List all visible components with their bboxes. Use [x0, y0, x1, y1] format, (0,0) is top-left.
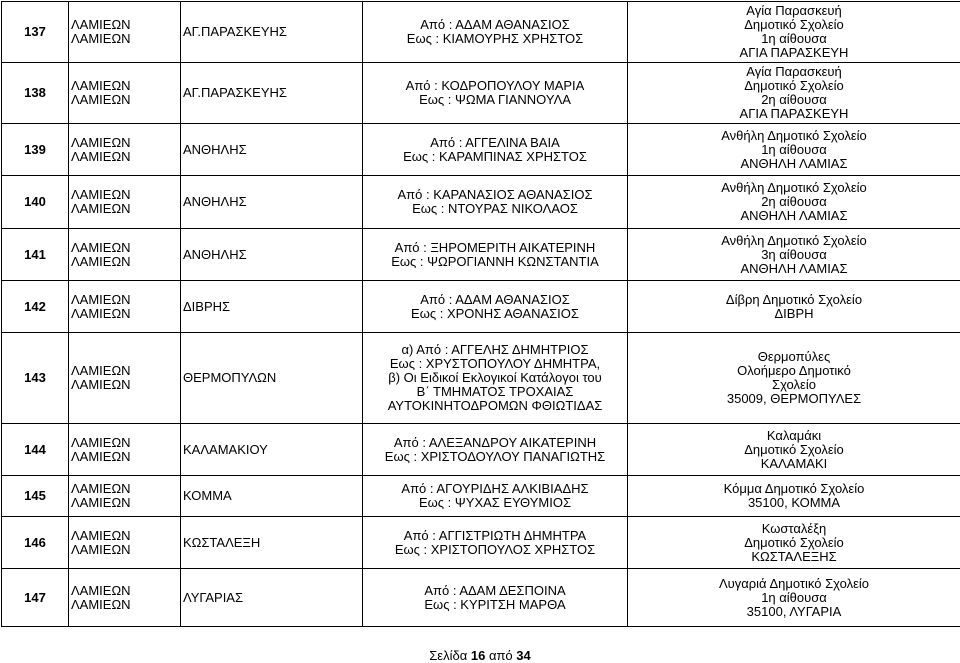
department-cell	[69, 517, 181, 569]
municipality-cell: ΚΑΛΑΜΑΚΙΟΥ	[181, 424, 363, 476]
table-row	[2, 176, 960, 229]
location-cell-line: 1η αίθουσα	[630, 591, 958, 605]
voter-range-cell-line: Από : ΑΛΕΞΑΝΔΡΟΥ ΑΙΚΑΤΕΡΙΝΗ	[365, 436, 625, 450]
location-cell-line: ΑΝΘΗΛΗ ΛΑΜΙΑΣ	[630, 262, 958, 276]
table-row	[2, 281, 960, 333]
department-cell-line: ΛΑΜΙΕΩΝ	[71, 482, 178, 496]
station-number: 138	[2, 63, 69, 124]
voter-range-cell	[363, 176, 628, 229]
location-cell	[628, 333, 960, 424]
voter-range-cell-line: Από : ΑΔΑΜ ΑΘΑΝΑΣΙΟΣ	[365, 293, 625, 307]
department-cell-line: ΛΑΜΙΕΩΝ	[71, 79, 178, 93]
location-cell	[628, 124, 960, 176]
municipality-cell: ΑΝΘΗΛΗΣ	[181, 124, 363, 176]
location-cell-line: ΑΓΙΑ ΠΑΡΑΣΚΕΥΗ	[630, 107, 958, 121]
voter-range-cell-line: Εως : ΚΑΡΑΜΠΙΝΑΣ ΧΡΗΣΤΟΣ	[365, 150, 625, 164]
voter-range-cell-line: Εως : ΚΙΑΜΟΥΡΗΣ ΧΡΗΣΤΟΣ	[365, 32, 625, 46]
voter-range-cell-line: Εως : ΨΩΜΑ ΓΙΑΝΝΟΥΛΑ	[365, 93, 625, 107]
location-cell-line: Αγία Παρασκευή	[630, 65, 958, 79]
department-cell-line: ΛΑΜΙΕΩΝ	[71, 18, 178, 32]
location-cell	[628, 424, 960, 476]
station-number: 146	[2, 517, 69, 569]
voter-range-cell-line: Εως : ΨΩΡΟΓΙΑΝΝΗ ΚΩΝΣΤΑΝΤΙΑ	[365, 255, 625, 269]
department-cell	[69, 424, 181, 476]
voter-range-cell-line: Από : ΑΓΓΕΛΙΝΑ ΒΑΙΑ	[365, 136, 625, 150]
department-cell	[69, 476, 181, 517]
location-cell-line: Δημοτικό Σχολείο	[630, 443, 958, 457]
table-row	[2, 333, 960, 424]
location-cell	[628, 176, 960, 229]
department-cell-line: ΛΑΜΙΕΩΝ	[71, 543, 178, 557]
voter-range-cell-line: Από : ΑΔΑΜ ΔΕΣΠΟΙΝΑ	[365, 584, 625, 598]
municipality-cell: ΚΟΜΜΑ	[181, 476, 363, 517]
footer-prefix: Σελίδα	[429, 648, 467, 663]
voter-range-cell	[363, 281, 628, 333]
station-number: 142	[2, 281, 69, 333]
voter-range-cell	[363, 476, 628, 517]
municipality-cell: ΑΝΘΗΛΗΣ	[181, 229, 363, 281]
table-body	[2, 2, 960, 627]
voter-range-cell-line: Από : ΑΓΟΥΡΙΔΗΣ ΑΛΚΙΒΙΑΔΗΣ	[365, 482, 625, 496]
location-cell	[628, 229, 960, 281]
municipality-cell: ΛΥΓΑΡΙΑΣ	[181, 569, 363, 627]
table-row	[2, 517, 960, 569]
footer-page-number: 16	[471, 648, 485, 663]
location-cell	[628, 281, 960, 333]
department-cell-line: ΛΑΜΙΕΩΝ	[71, 293, 178, 307]
department-cell	[69, 124, 181, 176]
location-cell-line: ΑΝΘΗΛΗ ΛΑΜΙΑΣ	[630, 209, 958, 223]
municipality-cell: ΚΩΣΤΑΛΕΞΗ	[181, 517, 363, 569]
voter-range-cell-line: Από : ΑΓΓΙΣΤΡΙΩΤΗ ΔΗΜΗΤΡΑ	[365, 529, 625, 543]
department-cell	[69, 333, 181, 424]
table-row	[2, 424, 960, 476]
location-cell-line: Καλαμάκι	[630, 429, 958, 443]
voter-range-cell	[363, 517, 628, 569]
voter-range-cell	[363, 333, 628, 424]
station-number: 143	[2, 333, 69, 424]
department-cell-line: ΛΑΜΙΕΩΝ	[71, 496, 178, 510]
department-cell	[69, 63, 181, 124]
voter-range-cell-line: β) Οι Ειδικοί Εκλογικοί Κατάλογοι του	[365, 371, 625, 385]
station-number: 140	[2, 176, 69, 229]
location-cell-line: Κωσταλέξη	[630, 522, 958, 536]
location-cell-line: 1η αίθουσα	[630, 143, 958, 157]
voter-range-cell-line: Εως : ΝΤΟΥΡΑΣ ΝΙΚΟΛΑΟΣ	[365, 202, 625, 216]
location-cell-line: Δημοτικό Σχολείο	[630, 79, 958, 93]
location-cell	[628, 517, 960, 569]
station-number: 144	[2, 424, 69, 476]
department-cell-line: ΛΑΜΙΕΩΝ	[71, 584, 178, 598]
municipality-cell: ΑΓ.ΠΑΡΑΣΚΕΥΗΣ	[181, 63, 363, 124]
department-cell-line: ΛΑΜΙΕΩΝ	[71, 136, 178, 150]
location-cell-line: 2η αίθουσα	[630, 93, 958, 107]
footer-total-pages: 34	[516, 648, 530, 663]
voter-range-cell-line: Από : ΞΗΡΟΜΕΡΙΤΗ ΑΙΚΑΤΕΡΙΝΗ	[365, 241, 625, 255]
department-cell	[69, 2, 181, 63]
location-cell-line: Λυγαριά Δημοτικό Σχολείο	[630, 577, 958, 591]
location-cell-line: Θερμοπύλες	[630, 350, 958, 364]
department-cell-line: ΛΑΜΙΕΩΝ	[71, 188, 178, 202]
table-row	[2, 63, 960, 124]
voter-range-cell-line: Εως : ΨΥΧΑΣ ΕΥΘΥΜΙΟΣ	[365, 496, 625, 510]
location-cell-line: Κόμμα Δημοτικό Σχολείο	[630, 482, 958, 496]
station-number: 141	[2, 229, 69, 281]
municipality-cell: ΘΕΡΜΟΠΥΛΩΝ	[181, 333, 363, 424]
voter-range-cell-line: Από : ΚΑΡΑΝΑΣΙΟΣ ΑΘΑΝΑΣΙΟΣ	[365, 188, 625, 202]
department-cell	[69, 176, 181, 229]
department-cell	[69, 569, 181, 627]
table-row	[2, 2, 960, 63]
department-cell-line: ΛΑΜΙΕΩΝ	[71, 32, 178, 46]
location-cell-line: 35009, ΘΕΡΜΟΠΥΛΕΣ	[630, 392, 958, 406]
voter-range-cell	[363, 424, 628, 476]
voter-range-cell-line: Εως : ΧΡΟΝΗΣ ΑΘΑΝΑΣΙΟΣ	[365, 307, 625, 321]
location-cell-line: Αγία Παρασκευή	[630, 4, 958, 18]
table-row	[2, 229, 960, 281]
station-number: 145	[2, 476, 69, 517]
location-cell-line: 35100, ΚΟΜΜΑ	[630, 496, 958, 510]
station-number: 137	[2, 2, 69, 63]
location-cell-line: 1η αίθουσα	[630, 32, 958, 46]
department-cell-line: ΛΑΜΙΕΩΝ	[71, 202, 178, 216]
location-cell-line: Δίβρη Δημοτικό Σχολείο	[630, 293, 958, 307]
location-cell-line: Δημοτικό Σχολείο	[630, 536, 958, 550]
department-cell-line: ΛΑΜΙΕΩΝ	[71, 598, 178, 612]
department-cell	[69, 281, 181, 333]
location-cell-line: 2η αίθουσα	[630, 195, 958, 209]
department-cell-line: ΛΑΜΙΕΩΝ	[71, 378, 178, 392]
location-cell	[628, 63, 960, 124]
voter-range-cell-line: Εως : ΚΥΡΙΤΣΗ ΜΑΡΘΑ	[365, 598, 625, 612]
location-cell-line: Ανθήλη Δημοτικό Σχολείο	[630, 181, 958, 195]
location-cell	[628, 2, 960, 63]
department-cell-line: ΛΑΜΙΕΩΝ	[71, 241, 178, 255]
municipality-cell: ΔΙΒΡΗΣ	[181, 281, 363, 333]
department-cell-line: ΛΑΜΙΕΩΝ	[71, 93, 178, 107]
table-row	[2, 569, 960, 627]
location-cell-line: Ανθήλη Δημοτικό Σχολείο	[630, 234, 958, 248]
voter-range-cell-line: Εως : ΧΡΙΣΤΟΠΟΥΛΟΣ ΧΡΗΣΤΟΣ	[365, 543, 625, 557]
footer-middle: από	[489, 648, 513, 663]
department-cell-line: ΛΑΜΙΕΩΝ	[71, 255, 178, 269]
municipality-cell: ΑΝΘΗΛΗΣ	[181, 176, 363, 229]
location-cell-line: Ολοήμερο Δημοτικό	[630, 364, 958, 378]
location-cell-line: 35100, ΛΥΓΑΡΙΑ	[630, 605, 958, 619]
table-row	[2, 476, 960, 517]
voter-range-cell	[363, 229, 628, 281]
voter-range-cell-line: Εως : ΧΡΙΣΤΟΔΟΥΛΟΥ ΠΑΝΑΓΙΩΤΗΣ	[365, 450, 625, 464]
voter-range-cell-line: α) Από : ΑΓΓΕΛΗΣ ΔΗΜΗΤΡΙΟΣ	[365, 343, 625, 357]
location-cell-line: ΑΓΙΑ ΠΑΡΑΣΚΕΥΗ	[630, 46, 958, 60]
location-cell-line: Δημοτικό Σχολείο	[630, 18, 958, 32]
department-cell-line: ΛΑΜΙΕΩΝ	[71, 150, 178, 164]
location-cell	[628, 476, 960, 517]
page-footer	[0, 648, 960, 663]
voter-range-cell	[363, 124, 628, 176]
voter-range-cell	[363, 2, 628, 63]
location-cell-line: ΚΩΣΤΑΛΕΞΗΣ	[630, 550, 958, 564]
voter-range-cell-line: Β΄ ΤΜΗΜΑΤΟΣ ΤΡΟΧΑΙΑΣ	[365, 385, 625, 399]
location-cell-line: ΔΙΒΡΗ	[630, 307, 958, 321]
table-row	[2, 124, 960, 176]
department-cell-line: ΛΑΜΙΕΩΝ	[71, 450, 178, 464]
department-cell-line: ΛΑΜΙΕΩΝ	[71, 364, 178, 378]
location-cell-line: Ανθήλη Δημοτικό Σχολείο	[630, 129, 958, 143]
department-cell-line: ΛΑΜΙΕΩΝ	[71, 436, 178, 450]
department-cell-line: ΛΑΜΙΕΩΝ	[71, 529, 178, 543]
department-cell-line: ΛΑΜΙΕΩΝ	[71, 307, 178, 321]
location-cell-line: ΚΑΛΑΜΑΚΙ	[630, 457, 958, 471]
voter-range-cell-line: Από : ΑΔΑΜ ΑΘΑΝΑΣΙΟΣ	[365, 18, 625, 32]
station-number: 147	[2, 569, 69, 627]
voter-range-cell-line: ΑΥΤΟΚΙΝΗΤΟΔΡΟΜΩΝ ΦΘΙΩΤΙΔΑΣ	[365, 399, 625, 413]
station-number: 139	[2, 124, 69, 176]
polling-stations-table	[1, 1, 960, 627]
location-cell-line: 3η αίθουσα	[630, 248, 958, 262]
municipality-cell: ΑΓ.ΠΑΡΑΣΚΕΥΗΣ	[181, 2, 363, 63]
voter-range-cell	[363, 63, 628, 124]
department-cell	[69, 229, 181, 281]
voter-range-cell-line: Από : ΚΟΔΡΟΠΟΥΛΟΥ ΜΑΡΙΑ	[365, 79, 625, 93]
voter-range-cell-line: Εως : ΧΡΥΣΤΟΠΟΥΛΟΥ ΔΗΜΗΤΡΑ,	[365, 357, 625, 371]
location-cell	[628, 569, 960, 627]
voter-range-cell	[363, 569, 628, 627]
location-cell-line: ΑΝΘΗΛΗ ΛΑΜΙΑΣ	[630, 157, 958, 171]
location-cell-line: Σχολείο	[630, 378, 958, 392]
